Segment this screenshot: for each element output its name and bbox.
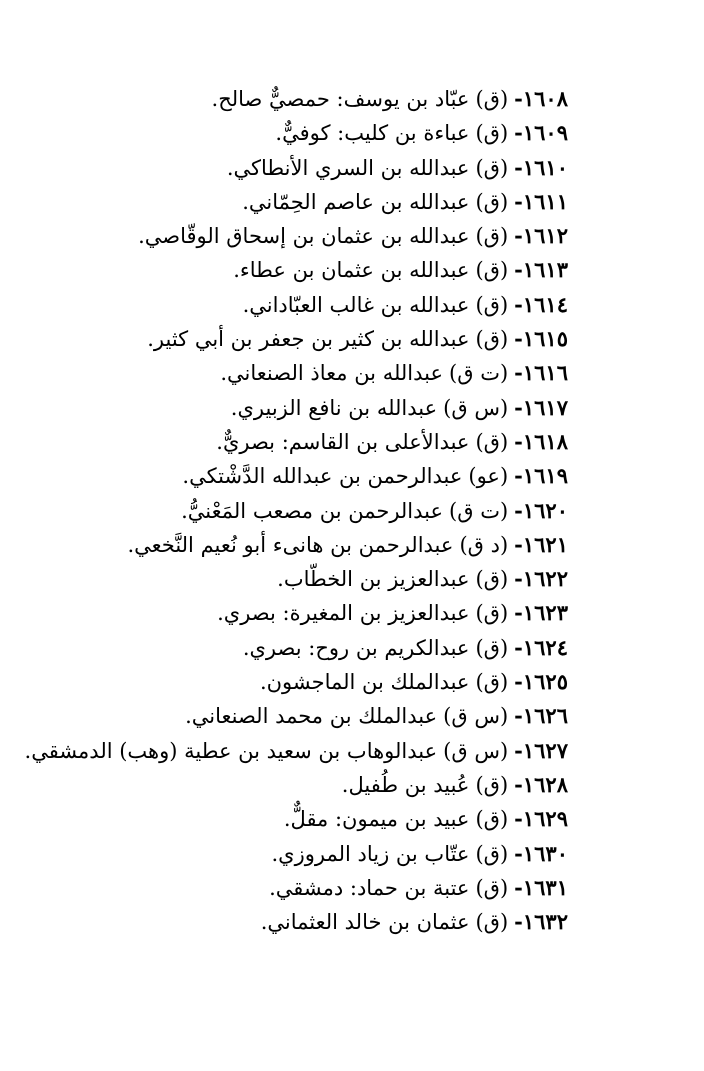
entry-text: عبدالله بن معاذ الصنعاني. xyxy=(220,361,444,386)
list-item xyxy=(8,151,568,185)
entry-text: عبدالملك بن الماجشون. xyxy=(259,670,470,695)
narrator-list xyxy=(8,82,568,939)
entry-number: ١٦١١- xyxy=(514,188,568,214)
entry-text: عُبيد بن طُفيل. xyxy=(341,772,470,797)
entry-number: ١٦١٣- xyxy=(514,257,568,283)
entry-text: عبدالله بن عثمان بن عطاء. xyxy=(233,258,470,283)
list-item xyxy=(8,596,568,630)
entry-code: (ق) xyxy=(475,121,509,146)
entry-code: (عو) xyxy=(468,464,509,489)
list-item xyxy=(8,699,568,733)
entry-number: ١٦١٠- xyxy=(514,154,568,180)
entry-code: (ق) xyxy=(475,841,509,866)
entry-text: عبدالملك بن محمد الصنعاني. xyxy=(185,704,438,729)
entry-code: (ت ق) xyxy=(449,498,509,523)
entry-text: عبدالله بن عاصم الحِمّاني. xyxy=(242,189,470,214)
list-item xyxy=(8,116,568,150)
entry-text: عتّاب بن زياد المروزي. xyxy=(271,841,470,866)
list-item xyxy=(8,459,568,493)
list-item xyxy=(8,562,568,596)
list-item xyxy=(8,768,568,802)
entry-number: ١٦٢٤- xyxy=(514,634,568,660)
list-item xyxy=(8,802,568,836)
entry-number: ١٦٣٠- xyxy=(514,840,568,866)
entry-number: ١٦٢٢- xyxy=(514,566,568,592)
entry-code: (ق) xyxy=(475,429,509,454)
entry-number: ١٦١٥- xyxy=(514,326,568,352)
entry-code: (ق) xyxy=(475,224,509,249)
entry-text: عثمان بن خالد العثماني. xyxy=(260,910,470,935)
entry-code: (ق) xyxy=(475,258,509,283)
entry-code: (ق) xyxy=(475,670,509,695)
list-item xyxy=(8,837,568,871)
list-item xyxy=(8,82,568,116)
entry-number: ١٦٢٩- xyxy=(514,806,568,832)
entry-text: عبدالكريم بن روح: بصري. xyxy=(242,635,470,660)
entry-text: عبدالرحمن بن هانىء أبو نُعيم النَّخعي. xyxy=(127,532,454,557)
entry-text: عبدالله بن السري الأنطاكي. xyxy=(226,155,470,180)
entry-text: عبّاد بن يوسف: حمصيٌّ صالح. xyxy=(211,87,470,111)
list-item xyxy=(8,665,568,699)
entry-number: ١٦١٨- xyxy=(514,428,568,454)
list-item xyxy=(8,356,568,390)
entry-text: عباءة بن كليب: كوفيٌّ. xyxy=(275,121,470,146)
entry-number: ١٦١٧- xyxy=(514,394,568,420)
entry-text: عبدالعزيز بن المغيرة: بصري. xyxy=(217,601,470,626)
entry-text: عبدالوهاب بن سعيد بن عطية (وهب) الدمشقي. xyxy=(24,738,438,763)
entry-number: ١٦١٤- xyxy=(514,291,568,317)
entry-code: (ق) xyxy=(475,189,509,214)
entry-number: ١٦٢٦- xyxy=(514,703,568,729)
list-item xyxy=(8,631,568,665)
entry-code: (ق) xyxy=(475,87,509,111)
entry-code: (ق) xyxy=(475,292,509,317)
entry-code: (س ق) xyxy=(443,738,509,763)
entry-number: ١٦٢٣- xyxy=(514,600,568,626)
entry-code: (د ق) xyxy=(459,532,509,557)
entry-number: ١٦٣١- xyxy=(514,874,568,900)
entry-code: (ق) xyxy=(475,772,509,797)
entry-code: (س ق) xyxy=(443,704,509,729)
entry-number: ١٦١٢- xyxy=(514,223,568,249)
entry-number: ١٦١٦- xyxy=(514,360,568,386)
entry-number: ١٦٣٢- xyxy=(514,909,568,935)
entry-code: (س ق) xyxy=(443,395,509,420)
list-item xyxy=(8,322,568,356)
entry-text: عبدالله بن غالب العبّاداني. xyxy=(242,292,470,317)
entry-text: عبدالعزيز بن الخطّاب. xyxy=(277,567,470,592)
entry-text: عبيد بن ميمون: مقلٌّ. xyxy=(283,807,470,832)
entry-code: (ق) xyxy=(475,635,509,660)
entry-code: (ق) xyxy=(475,875,509,900)
entry-code: (ق) xyxy=(475,807,509,832)
entry-number: ١٦٠٩- xyxy=(514,120,568,146)
entry-code: (ق) xyxy=(475,155,509,180)
entry-number: ١٦٢٠- xyxy=(514,497,568,523)
list-item xyxy=(8,219,568,253)
entry-number: ١٦٢٨- xyxy=(514,771,568,797)
entry-number: ١٦٢١- xyxy=(514,531,568,557)
entry-number: ١٦٢٧- xyxy=(514,737,568,763)
list-item xyxy=(8,185,568,219)
list-item xyxy=(8,494,568,528)
list-item xyxy=(8,425,568,459)
list-item xyxy=(8,391,568,425)
entry-number: ١٦١٩- xyxy=(514,463,568,489)
list-item xyxy=(8,253,568,287)
entry-text: عبدالله بن عثمان بن إسحاق الوقّاصي. xyxy=(138,224,470,249)
list-item xyxy=(8,528,568,562)
entry-code: (ق) xyxy=(475,601,509,626)
entry-text: عبدالرحمن بن مصعب المَعْنيُّ. xyxy=(181,498,444,523)
entry-code: (ت ق) xyxy=(449,361,509,386)
entry-code: (ق) xyxy=(475,910,509,935)
entry-text: عبدالرحمن بن عبدالله الدَّشْتكي. xyxy=(182,464,463,489)
list-item xyxy=(8,905,568,939)
entry-code: (ق) xyxy=(475,567,509,592)
entry-text: عبدالله بن كثير بن جعفر بن أبي كثير. xyxy=(147,327,470,352)
entry-code: (ق) xyxy=(475,327,509,352)
list-item xyxy=(8,288,568,322)
entry-text: عتبة بن حماد: دمشقي. xyxy=(269,875,470,900)
list-item xyxy=(8,734,568,768)
list-item xyxy=(8,871,568,905)
entry-number: ١٦٢٥- xyxy=(514,669,568,695)
entry-text: عبدالله بن نافع الزبيري. xyxy=(230,395,438,420)
entry-text: عبدالأعلى بن القاسم: بصريٌّ. xyxy=(216,429,470,454)
entry-number: ١٦٠٨- xyxy=(514,86,568,111)
